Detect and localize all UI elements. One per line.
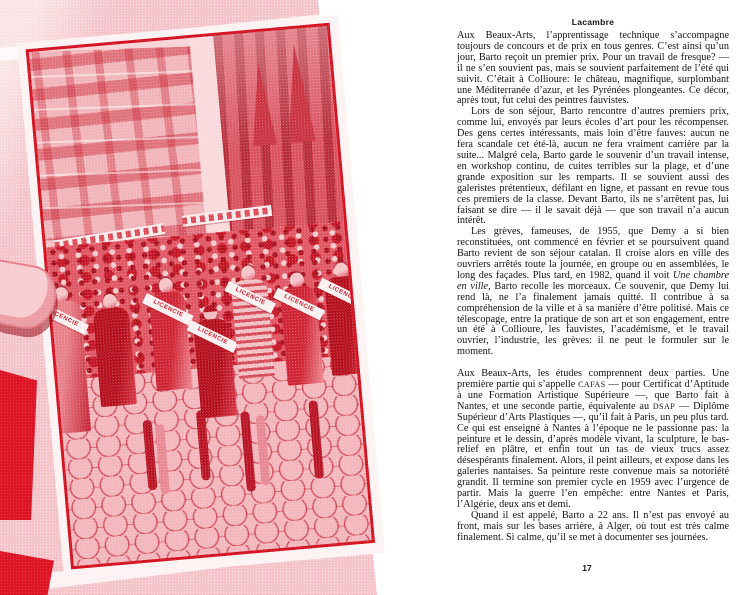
paragraph: Lors de son séjour, Barto rencontre d’autres premiers prix, comme lui, envoyés par leurs écoles d’art pour les récompenser. Des gens certes intéressants, mais loin d’être fauves: aucun ne fera scandale cet été-là, aucun ne fera vraiment carrière par la suite... Malgré cela, Barto garde le souvenir d’un travail intense, en workshop continu, de cuites terribles sur la plage, et d’une grande exposition sur les remparts. Il se souvient aussi des galeristes prétentieux, défilant en ligne, et passant en revue tous ces premiers de la classe. Devant Barto, ils ne s’arrêtent pas, lui faisant se dire — il le savait déjà — que son travail n’a aucun intérêt. — [457, 106, 729, 227]
marcher-figure — [321, 261, 371, 376]
sash-label: LICENCIE — [196, 326, 229, 347]
body-text — [457, 31, 729, 544]
paragraph: Aux Beaux-Arts, les études comprennent deux parties. Une première partie qui s’appelle CAFAS — pour Certificat d’Aptitude à une Formation Artistique Supérieure —, que Barto fait à Nantes, et une seconde partie, équivalente au DSAP — Diplôme Supérieur d’Arts Plastiques —, qu’il fait à Paris, un peu plus tard. Ce qui est enseigné à Nantes à l’époque ne le passionne pas: la peinture et le dessin, d’après modèle vivant, la sculpture, le bas-relief en plâtre, et enfin tout un tas de vieux trucs assez désespérants finalement. Alors, il peint ailleurs, et expose dans les galeries nantaises. Sa peinture reste convenue mais sa notoriété grandit. Il termine son premier cycle en 1959 avec l’urgence de partir. Mais la guerre l’en empêche: entre Nantes et Paris, l’Algérie, deux ans et demi. — [457, 368, 729, 510]
photo-frame — [26, 23, 375, 570]
building-facade-left — [29, 46, 213, 242]
sash-label: LICENCIE — [327, 284, 360, 304]
sash-label: LICENCIE — [47, 308, 80, 329]
paragraph: Les grèves, fameuses, de 1955, que Demy a si bien reconstituées, ont commencé en février et se poursuivent quand Barto revient de son séjour catalan. Il croise alors en ville des ouvriers arrêtés toute la journée, en groupe ou en assemblées, le long des façades. Plus tard, en 1982, quand il voit Une chambre en ville, Barto recolle les morceaux. Ce souvenir, que Demy lui rend là, ne l’a finalement jamais quitté. Il contribue à sa compréhension de la ville et à sa manière d’être politisé. Mais ce télescopage, entre la pratique de son art et son engagement, entre un été à Collioure, les fauvistes, l’académisme, et le travail ouvrier, l’industrie, les grèves: il ne peut le formuler sur le moment. — [457, 226, 729, 358]
sash-label: LICENCIE — [283, 293, 316, 313]
sash-label: LICENCIE — [234, 287, 267, 307]
sash-label: LICENCIE — [151, 299, 184, 320]
running-head: Lacambre — [571, 17, 615, 27]
page-number: 17 — [582, 563, 592, 573]
right-page — [457, 0, 729, 595]
paragraph: Quand il est appelé, Barto a 22 ans. Il n’est pas envoyé au front, mais sur les bases arrière, à Alger, où tout est très calme finalement. Si calme, qu’il se met à documenter ses journées. — [457, 509, 729, 543]
protest-photo — [17, 15, 385, 581]
dark-red-patch — [0, 370, 37, 520]
marcher-coat — [92, 306, 136, 407]
paragraph: Aux Beaux-Arts, l’apprentissage technique s’accompagne toujours de concours et de prix en tous genres. C’est ainsi qu’un jour, Barto reçoit un premier prix. Pour un travail de fresque? — il ne s’en souvient pas, mais se souvient parfaitement de l’été qui suivit. C’était à Collioure: le château, magnifique, surplombant une Méditerranée d’azur, et les Pyrénées plongeantes. Ce décor, après tout, fut celui des peintres fauvistes. — [457, 30, 729, 107]
